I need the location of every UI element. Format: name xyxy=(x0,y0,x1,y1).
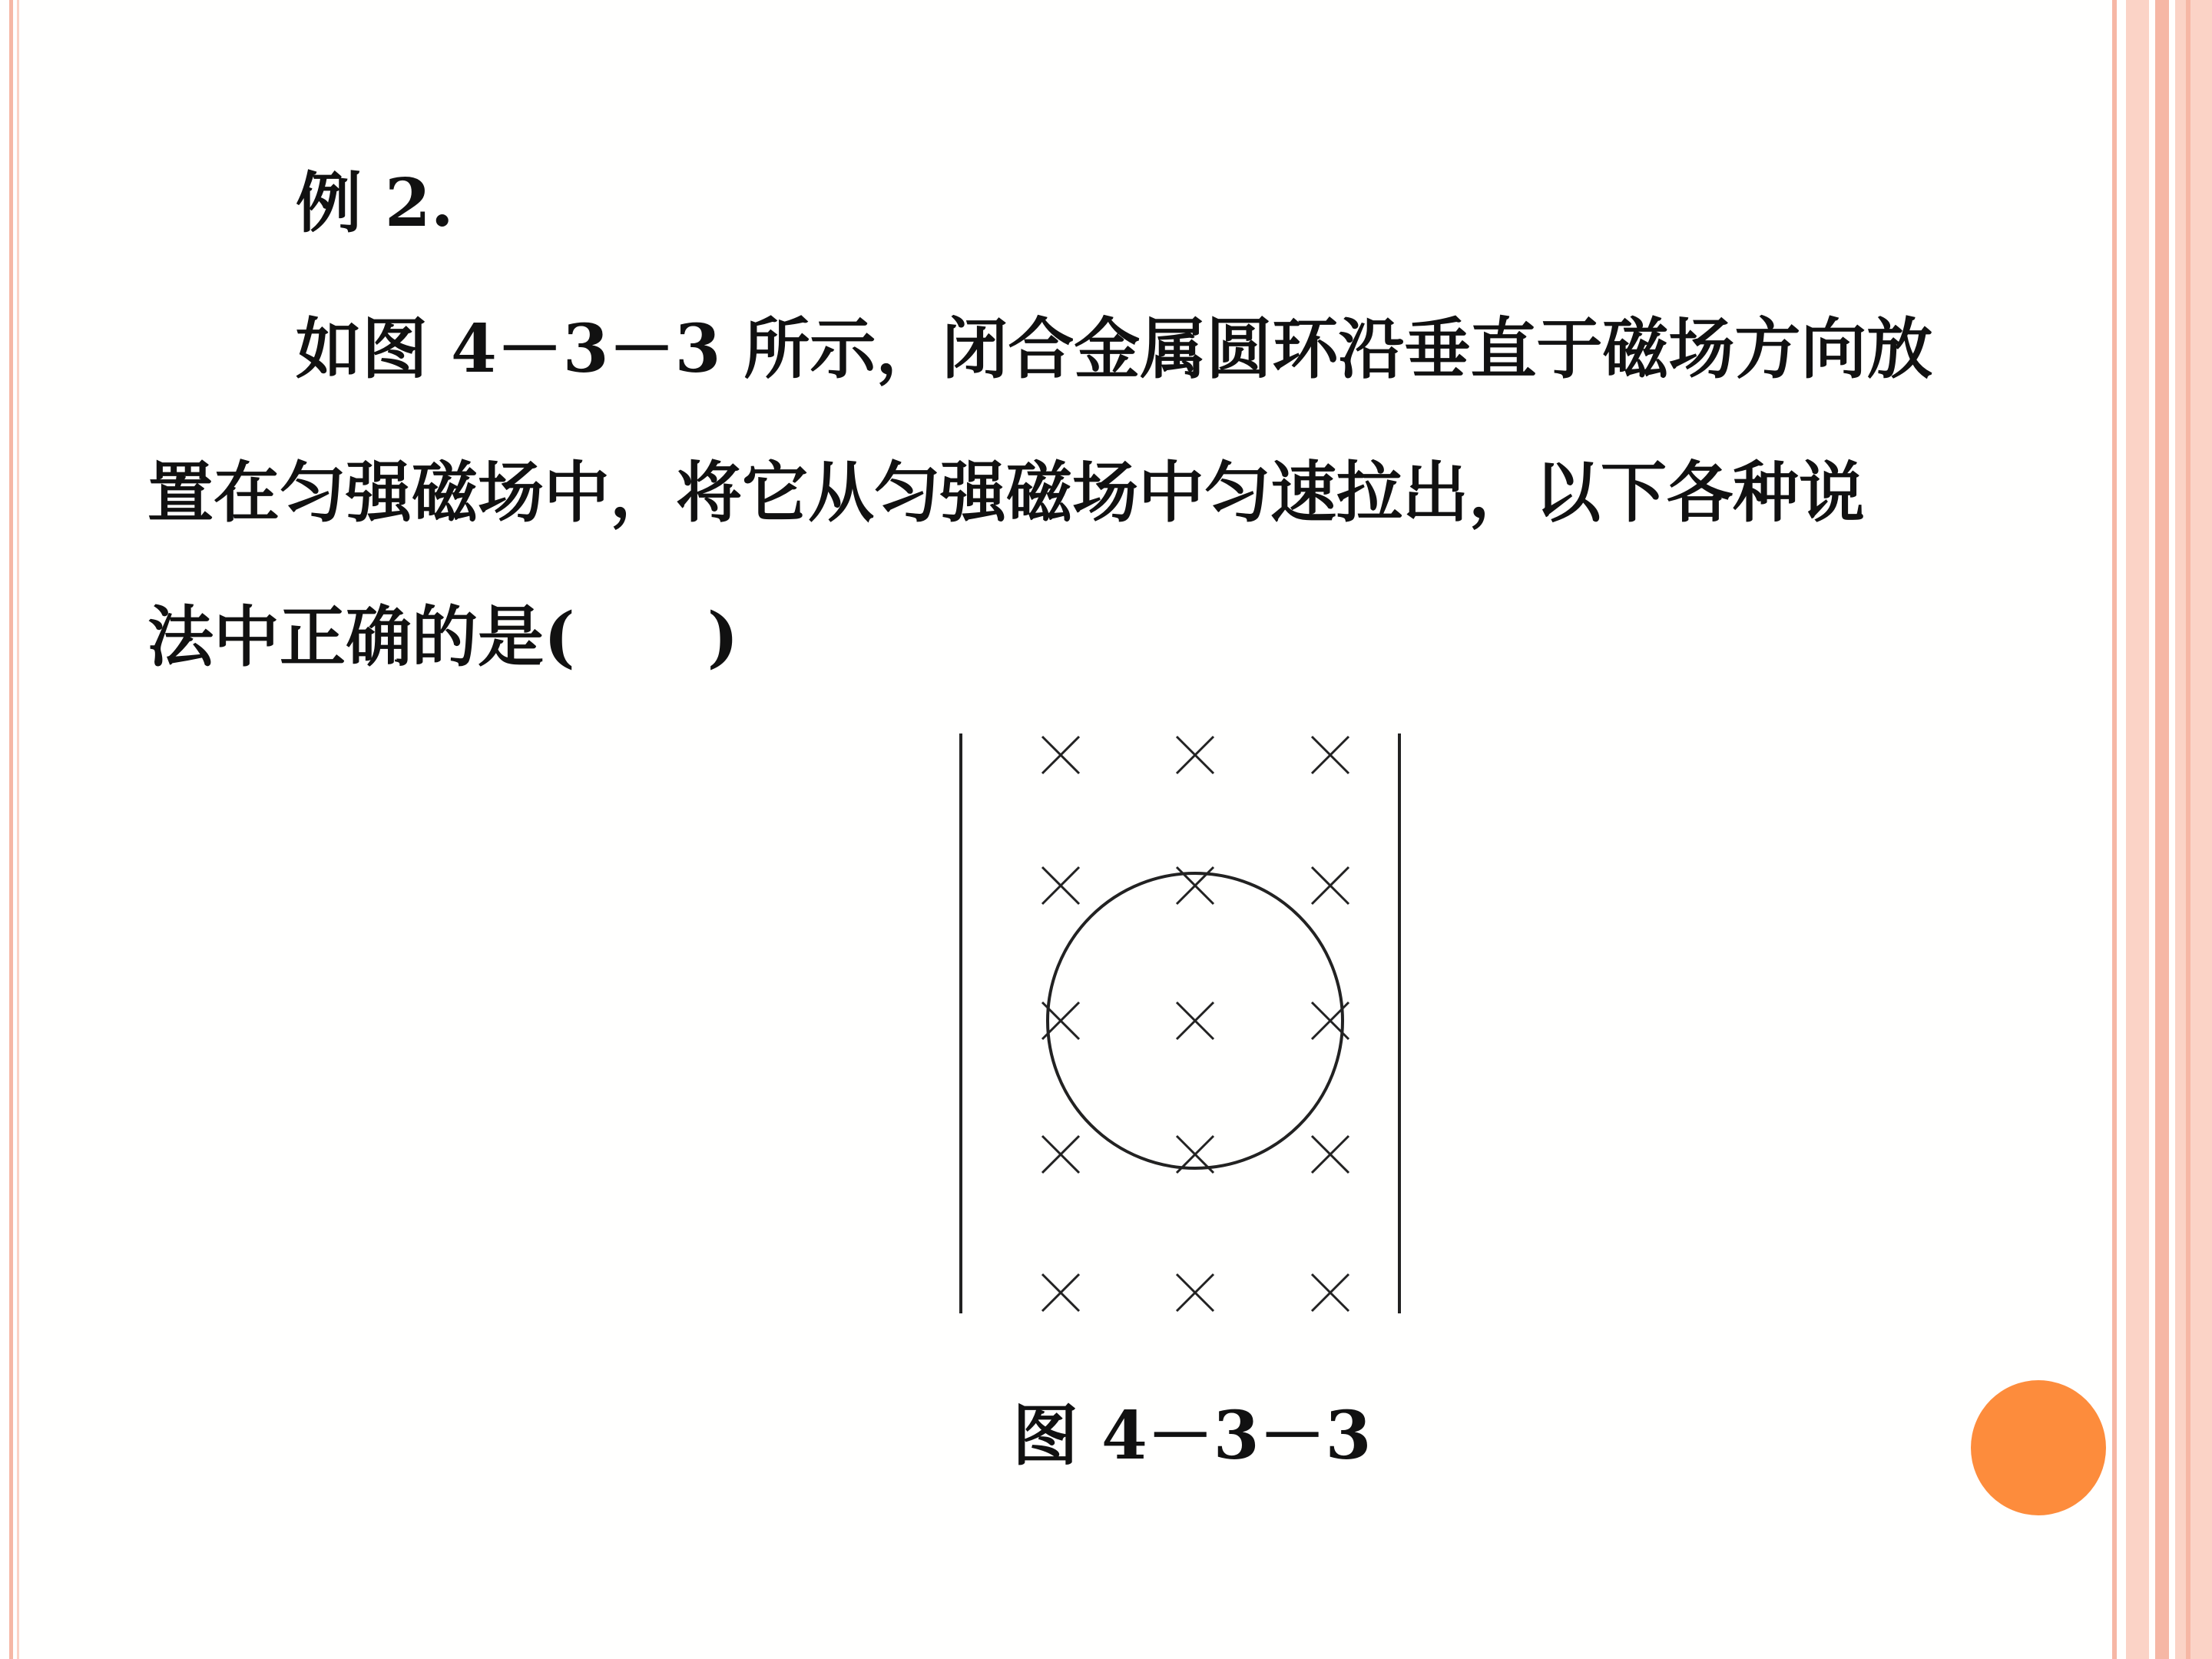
field-cross-icon xyxy=(1042,1136,1079,1173)
field-cross-icon xyxy=(1312,1274,1349,1311)
figure-caption: 图 4－3－3 xyxy=(1012,1397,1372,1475)
orange-circle-icon xyxy=(1971,1380,2106,1515)
field-cross-icon xyxy=(1312,737,1349,773)
question-line-1: 如图 4－3－3 所示，闭合金属圆环沿垂直于磁场方向放 xyxy=(296,310,1933,388)
field-cross-icon xyxy=(1312,1136,1349,1173)
right-border-stripes xyxy=(2112,0,2212,1659)
field-cross-icon xyxy=(1177,1274,1214,1311)
field-cross-icon xyxy=(1042,1274,1079,1311)
field-cross-icon xyxy=(1177,1002,1214,1039)
field-cross-icon xyxy=(1042,867,1079,904)
field-cross-icon xyxy=(1042,737,1079,773)
left-border-lines xyxy=(0,0,31,1659)
magnetic-field-figure xyxy=(945,722,1421,1321)
example-label: 例 2. xyxy=(296,164,454,242)
field-cross-icon xyxy=(1177,737,1214,773)
field-crosses xyxy=(1042,737,1349,1311)
question-line-2: 置在匀强磁场中，将它从匀强磁场中匀速拉出，以下各种说 xyxy=(147,454,1865,531)
field-cross-icon xyxy=(1312,867,1349,904)
question-line-3: 法中正确的是( ) xyxy=(147,598,739,676)
